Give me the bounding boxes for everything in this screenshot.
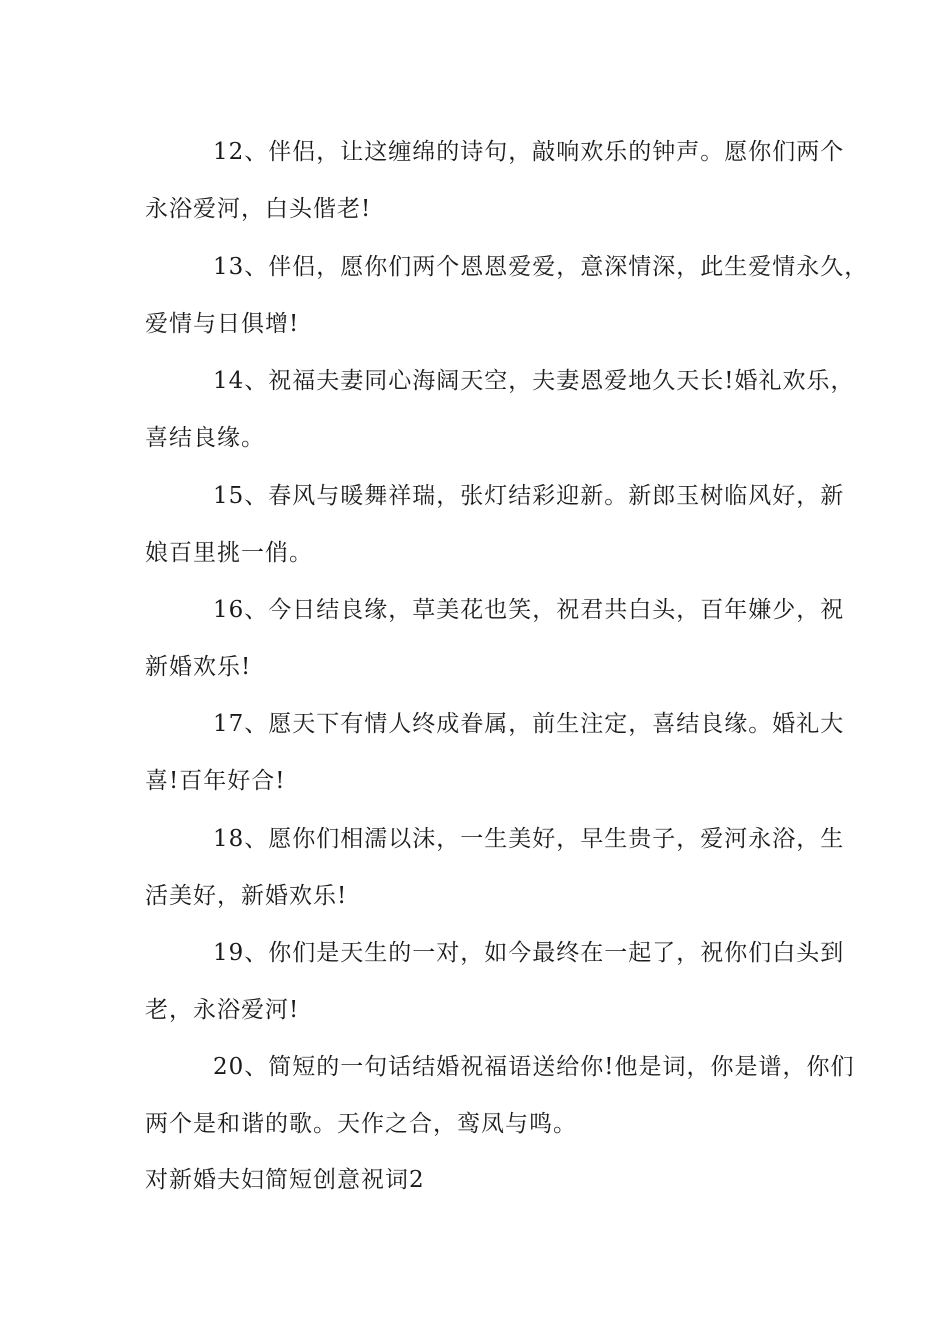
blessing-item-18 xyxy=(145,811,845,925)
blessing-line: 16、今日结良缘，草美花也笑，祝君共白头，百年嫌少，祝 xyxy=(213,597,845,623)
blessing-line: 老，永浴爱河! xyxy=(145,997,300,1023)
blessing-line: 17、愿天下有情人终成眷属，前生注定，喜结良缘。婚礼大 xyxy=(213,711,845,737)
blessing-line: 娘百里挑一俏。 xyxy=(145,540,313,566)
blessing-item-15 xyxy=(145,468,845,582)
blessing-line: 15、春风与暖舞祥瑞，张灯结彩迎新。新郎玉树临风好，新 xyxy=(213,483,845,509)
blessing-item-13 xyxy=(145,239,869,353)
blessing-line: 活美好，新婚欢乐! xyxy=(145,883,348,909)
blessing-line: 爱情与日俱增! xyxy=(145,311,300,337)
blessing-line: 12、伴侣，让这缠绵的诗句，敲响欢乐的钟声。愿你们两个 xyxy=(213,139,845,165)
blessing-item-12 xyxy=(145,124,845,238)
blessing-line: 新婚欢乐! xyxy=(145,654,252,680)
blessing-line: 喜结良缘。 xyxy=(145,425,265,451)
blessing-line: 18、愿你们相濡以沫，一生美好，早生贵子，爱河永浴，生 xyxy=(213,826,845,852)
blessing-line: 20、简短的一句话结婚祝福语送给你!他是词，你是谱，你们 xyxy=(213,1054,855,1080)
blessing-item-20 xyxy=(145,1039,855,1153)
blessing-line: 两个是和谐的歌。天作之合，鸾凤与鸣。 xyxy=(145,1111,577,1137)
blessing-line: 13、伴侣，愿你们两个恩恩爱爱，意深情深，此生爱情永久， xyxy=(213,254,869,280)
blessing-item-14 xyxy=(145,353,855,467)
blessing-item-16 xyxy=(145,582,845,696)
blessing-line: 喜!百年好合! xyxy=(145,768,286,794)
blessing-item-17 xyxy=(145,696,845,810)
blessing-item-19 xyxy=(145,925,845,1039)
blessing-line: 19、你们是天生的一对，如今最终在一起了，祝你们白头到 xyxy=(213,940,845,966)
blessing-line: 14、祝福夫妻同心海阔天空，夫妻恩爱地久天长!婚礼欢乐， xyxy=(213,368,855,394)
section-heading: 对新婚夫妇简短创意祝词2 xyxy=(145,1167,425,1193)
blessing-line: 永浴爱河，白头偕老! xyxy=(145,196,372,222)
